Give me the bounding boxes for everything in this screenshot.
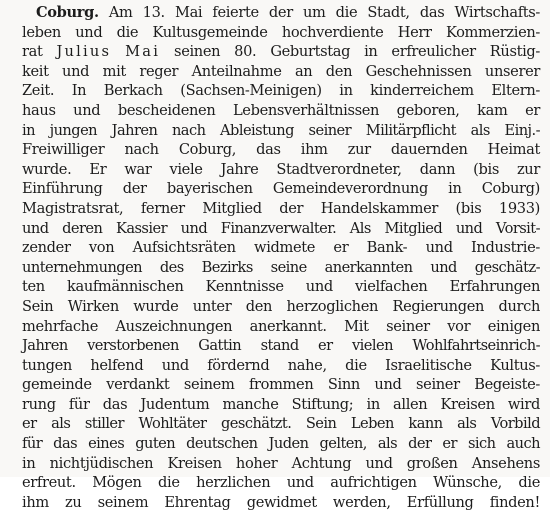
article-line-9: wurde. Er war viele Jahre Stadtverordneter, dann (bis zur [22,160,540,178]
article-line-6: haus und bescheidenen Lebensverhältnissen geboren, kam er [22,101,540,119]
article-line-1-text: Am 13. Mai feierte der um die Stadt, das Wirtschafts- [98,4,540,21]
article-line-17: mehrfache Auszeichnungen anerkannt. Mit seiner vor einigen [22,317,540,335]
article-line-23: für das eines guten deutschen Juden gelten, als der er sich auch [22,435,540,453]
article-line-5: Zeit. In Berkach (Sachsen-Meinigen) in kinderreichem Eltern- [22,82,540,100]
article-line-8: Freiwilliger nach Coburg, das ihm zur dauernden Heimat [22,141,540,159]
article-line-2: leben und die Kultusgemeinde hochverdiente Herr Kommerzien- [22,23,540,41]
article-line-26: ihm zu seinem Ehrentag gewidmet werden, Erfüllung finden! [22,493,540,511]
article-text [22,3,540,512]
article-line-24: in nichtjüdischen Kreisen hoher Achtung und großen Ansehens [22,454,540,472]
article-line-10: Einführung der bayerischen Gemeindeverordnung in Coburg) [22,180,540,198]
article-line-13: zender von Aufsichtsräten widmete er Bank- und Industrie- [22,239,540,257]
article-line-16: Sein Wirken wurde unter den herzoglichen Regierungen durch [22,297,540,315]
place-name: Coburg. [36,4,99,21]
article-line-20: gemeinde verdankt seinem frommen Sinn und seiner Begeiste- [22,376,540,394]
article-line-15: ten kaufmännischen Kenntnisse und vielfachen Erfahrungen [22,278,540,296]
honoree-last-name: Mai [125,43,161,61]
article-line-18: Jahren verstorbenen Gattin stand er vielen Wohlfahrtseinrich- [22,337,540,355]
article-line-19: tungen helfend und fördernd nahe, die Israelitische Kultus- [22,356,540,374]
article-line-21: rung für das Judentum manche Stiftung; in allen Kreisen wird [22,395,540,413]
article-line-25: erfreut. Mögen die herzlichen und aufrichtigen Wünsche, die [22,474,540,492]
article-line-12: und deren Kassier und Finanzverwalter. Als Mitglied und Vorsit- [22,219,540,237]
article-line-14: unternehmungen des Bezirks seine anerkannten und geschätz- [22,258,540,276]
article-line-1 [22,3,540,23]
article-line-22: er als stiller Wohltäter geschätzt. Sein Leben kann als Vorbild [22,415,540,433]
honoree-first-name: Julius [56,43,112,61]
article-line-3 [22,42,540,62]
article-line-3-mid [111,43,125,60]
article-line-4: keit und mit reger Anteilnahme an den Geschehnissen unserer [22,62,540,80]
article-line-11: Magistratsrat, ferner Mitglied der Handelskammer (bis 1933) [22,199,540,217]
article-line-3-pre: rat [22,43,57,61]
article-line-7: in jungen Jahren nach Ableistung seiner Militärpflicht als Einj.- [22,121,540,139]
article-line-3-post: seinen 80. Geburtstag in erfreulicher Rüstig- [160,43,540,61]
